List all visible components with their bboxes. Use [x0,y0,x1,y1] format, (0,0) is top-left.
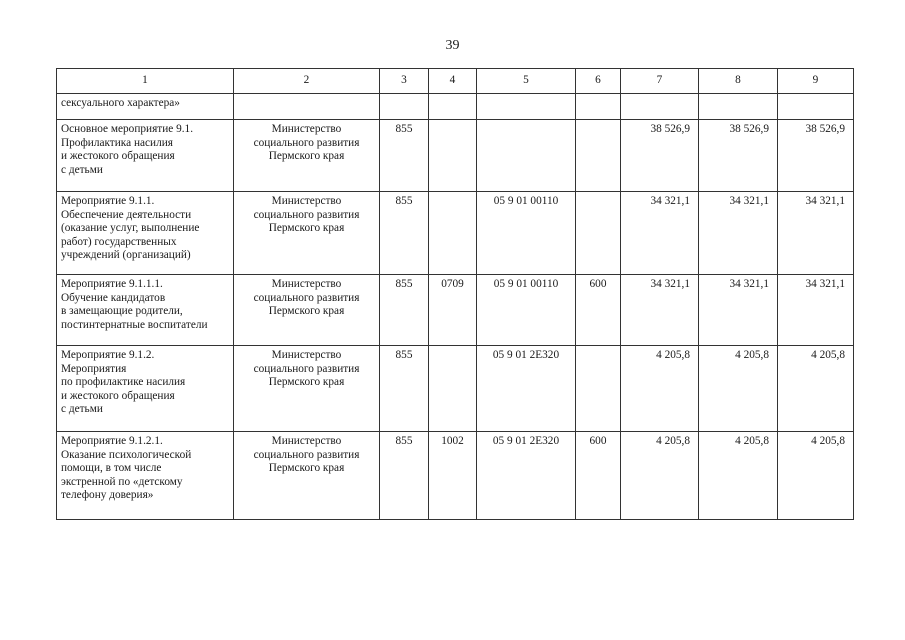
amount-col-9 [778,94,854,120]
amount-col-8: 4 205,8 [699,432,778,520]
ministry-code [380,94,429,120]
amount-col-8: 34 321,1 [699,192,778,275]
amount-col-7 [621,94,699,120]
section-code [429,346,477,432]
ministry-code: 855 [380,346,429,432]
amount-col-7: 34 321,1 [621,192,699,275]
amount-col-8 [699,94,778,120]
amount-col-7: 4 205,8 [621,346,699,432]
amount-col-9: 34 321,1 [778,192,854,275]
target-item-code: 05 9 01 2Е320 [477,432,576,520]
header-cell-5: 5 [477,69,576,94]
expense-type-code [576,346,621,432]
header-cell-6: 6 [576,69,621,94]
amount-col-7: 34 321,1 [621,275,699,346]
header-row [57,69,854,94]
header-cell-2: 2 [234,69,380,94]
amount-col-8: 4 205,8 [699,346,778,432]
section-code [429,120,477,192]
ministry-code: 855 [380,432,429,520]
section-code: 0709 [429,275,477,346]
responsible-org: Министерство социального развития Пермского края [234,346,380,432]
amount-col-7: 38 526,9 [621,120,699,192]
amount-col-9: 4 205,8 [778,346,854,432]
target-item-code [477,94,576,120]
expense-type-code [576,94,621,120]
responsible-org: Министерство социального развития Пермского края [234,120,380,192]
header-cell-7: 7 [621,69,699,94]
activity-name: Мероприятие 9.1.1. Обеспечение деятельности (оказание услуг, выполнение работ) государственных учреждений (организаций) [57,192,234,275]
header-cell-3: 3 [380,69,429,94]
amount-col-9: 38 526,9 [778,120,854,192]
table-row [57,120,854,192]
section-code [429,192,477,275]
section-code [429,94,477,120]
responsible-org [234,94,380,120]
table-row [57,346,854,432]
expense-type-code: 600 [576,432,621,520]
responsible-org: Министерство социального развития Пермского края [234,432,380,520]
activity-name: сексуального характера» [57,94,234,120]
header-cell-9: 9 [778,69,854,94]
table-row [57,432,854,520]
responsible-org: Министерство социального развития Пермского края [234,192,380,275]
target-item-code: 05 9 01 00110 [477,192,576,275]
header-cell-4: 4 [429,69,477,94]
amount-col-7: 4 205,8 [621,432,699,520]
table-row [57,94,854,120]
activity-name: Мероприятие 9.1.2. Мероприятия по профилактике насилия и жестокого обращения с детьми [57,346,234,432]
expense-type-code [576,192,621,275]
page-number: 39 [445,38,460,53]
amount-col-8: 38 526,9 [699,120,778,192]
target-item-code: 05 9 01 00110 [477,275,576,346]
amount-col-8: 34 321,1 [699,275,778,346]
amount-col-9: 4 205,8 [778,432,854,520]
activity-name: Мероприятие 9.1.2.1. Оказание психологической помощи, в том числе экстренной по «детскому телефону доверия» [57,432,234,520]
expense-type-code [576,120,621,192]
expense-type-code: 600 [576,275,621,346]
responsible-org: Министерство социального развития Пермского края [234,275,380,346]
section-code: 1002 [429,432,477,520]
table-row [57,275,854,346]
target-item-code: 05 9 01 2Е320 [477,346,576,432]
ministry-code: 855 [380,192,429,275]
header-cell-8: 8 [699,69,778,94]
activity-name: Основное мероприятие 9.1. Профилактика насилия и жестокого обращения с детьми [57,120,234,192]
target-item-code [477,120,576,192]
budget-table [56,68,854,520]
ministry-code: 855 [380,120,429,192]
amount-col-9: 34 321,1 [778,275,854,346]
activity-name: Мероприятие 9.1.1.1. Обучение кандидатов в замещающие родители, постинтернатные воспитатели [57,275,234,346]
ministry-code: 855 [380,275,429,346]
table-row [57,192,854,275]
header-cell-1: 1 [57,69,234,94]
